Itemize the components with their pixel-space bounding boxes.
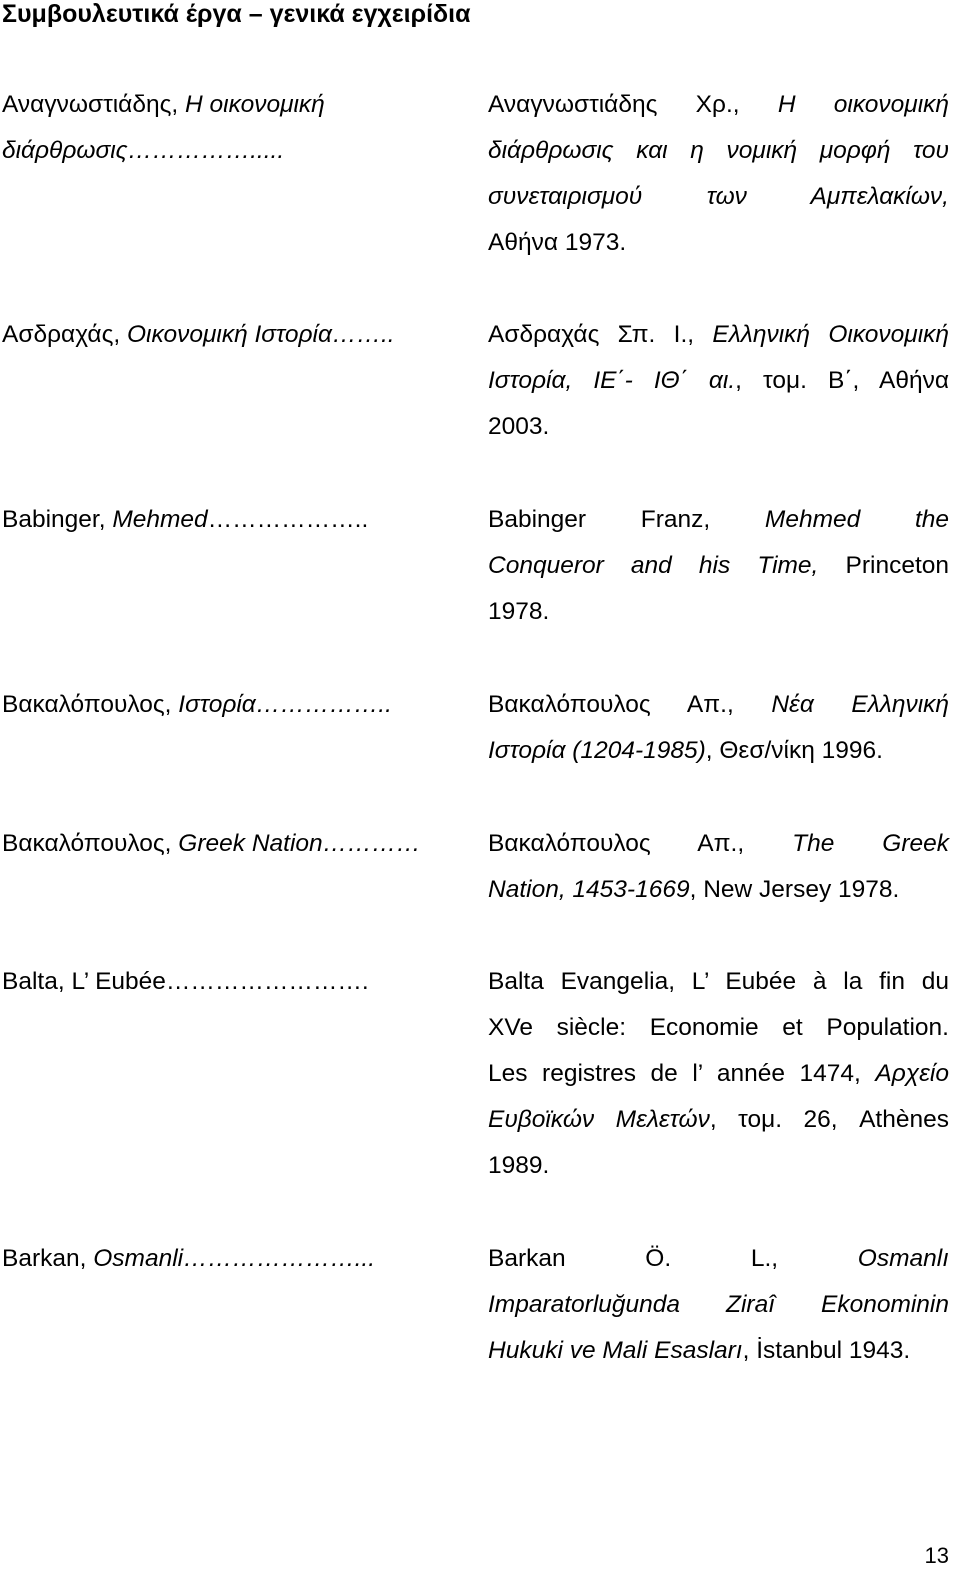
short-citation (2, 821, 464, 867)
full-citation-line: Ευβοϊκών Μελετών, τομ. 26, Athènes (488, 1106, 949, 1133)
full-citation-line: Babinger Franz, Mehmed the (488, 506, 950, 533)
full-citation-line: Nation, 1453-1669, New Jersey 1978. (488, 876, 900, 903)
full-citation-line: διάρθρωσις και η νομική μορφή του (488, 137, 949, 164)
full-citation (488, 312, 949, 450)
full-citation (488, 497, 949, 635)
full-citation (488, 959, 949, 1189)
full-citation-line: συνεταιρισμού των Αμπελακίων, (488, 183, 949, 210)
full-citation-line: Balta Evangelia, L’ Eubée à la fin du (488, 968, 949, 995)
full-citation (488, 821, 949, 913)
full-citation-line: XVe siècle: Economie et Population. (488, 1014, 949, 1041)
page-title: Συμβουλευτικά έργα – γενικά εγχειρίδια (2, 0, 471, 28)
full-citation-line: Les registres de l’ année 1474, Αρχείο (488, 1060, 949, 1087)
full-citation-line: Βακαλόπουλος Απ., The Greek (488, 830, 950, 857)
full-citation-line: Imparatorluğunda Ziraî Ekonominin (488, 1291, 949, 1318)
full-citation-line: Ιστορία (1204-1985), Θεσ/νίκη 1996. (488, 737, 883, 764)
short-citation (2, 1236, 464, 1282)
full-citation-line: 2003. (488, 413, 550, 440)
full-citation-line: 1978. (488, 598, 550, 625)
full-citation (488, 1236, 949, 1374)
short-citation-line: Barkan, Osmanli…………………... (2, 1245, 376, 1272)
short-citation (2, 682, 464, 728)
short-citation (2, 82, 464, 174)
short-citation-line: Ασδραχάς, Οικονομική Ιστορία…….. (2, 321, 395, 348)
short-citation (2, 312, 464, 358)
full-citation-line: Conqueror and his Time, Princeton (488, 552, 950, 579)
full-citation-line: Hukuki ve Mali Esasları, İstanbul 1943. (488, 1337, 911, 1364)
full-citation-line: Ασδραχάς Σπ. Ι., Ελληνική Οικονομική (488, 321, 949, 348)
short-citation-line: Βακαλόπουλος, Greek Nation………… (2, 830, 421, 857)
short-citation (2, 497, 464, 543)
full-citation-line: 1989. (488, 1152, 550, 1179)
full-citation (488, 682, 949, 774)
full-citation-line: Barkan Ö. L., Osmanlı (488, 1245, 949, 1272)
short-citation-line: Βακαλόπουλος, Ιστορία…………….. (2, 691, 392, 718)
page-number: 13 (924, 1543, 949, 1568)
short-citation-line: Balta, L’ Eubée……………………. (2, 968, 369, 995)
full-citation-line: Αναγνωστιάδης Χρ., Η οικονομική (488, 91, 949, 118)
full-citation (488, 82, 949, 266)
full-citation-line: Ιστορία, ΙΕ΄- ΙΘ΄ αι., τομ. Β΄, Αθήνα (488, 367, 949, 394)
full-citation-line: Βακαλόπουλος Απ., Νέα Ελληνική (488, 691, 949, 718)
short-citation-line: Αναγνωστιάδης, Η οικονομική (2, 91, 325, 118)
full-citation-line: Αθήνα 1973. (488, 229, 627, 256)
short-citation (2, 959, 464, 1005)
short-citation-line: διάρθρωσις……………..... (2, 137, 285, 164)
short-citation-line: Babinger, Mehmed……………….. (2, 506, 369, 533)
